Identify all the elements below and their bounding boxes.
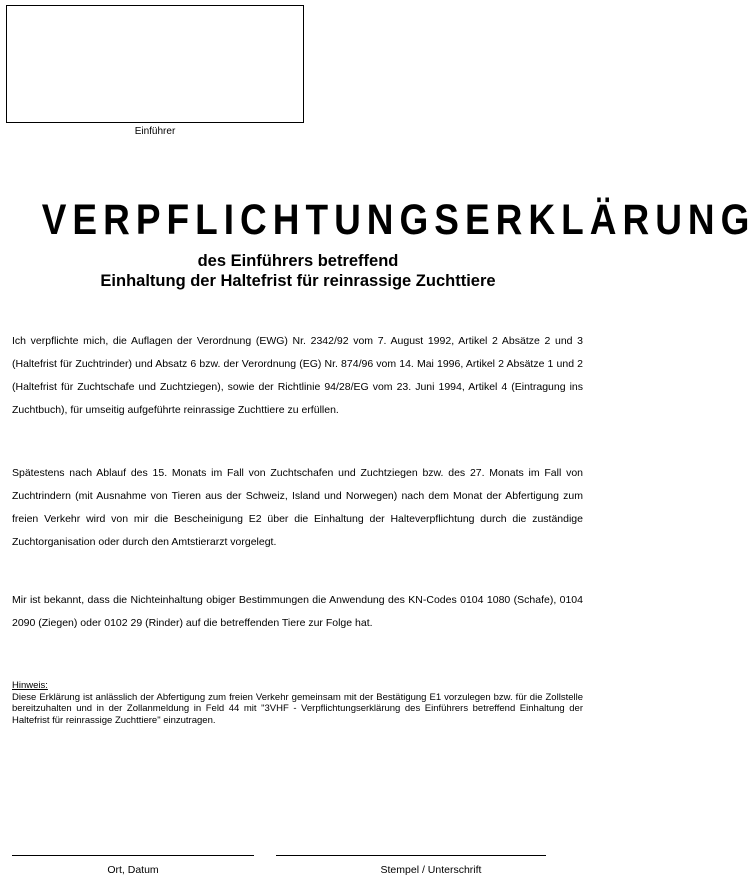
stamp-signature-line[interactable] [276, 855, 546, 856]
subtitle-line-2: Einhaltung der Haltefrist für reinrassige Zuchttiere [100, 272, 496, 290]
stamp-signature-label: Stempel / Unterschrift [380, 864, 482, 876]
paragraph-obligation: Ich verpflichte mich, die Auflagen der Verordnung (EWG) Nr. 2342/92 vom 7. August 1992, Artikel 2 Absätze 2 und 3 (Haltefrist für Zuchtrinder) und Absatz 6 bzw. der Verordnung (EG) Nr. 874/96 vom 14. Mai 1996, Artikel 2 Absätze 1 und 2 (Haltefrist für Zuchtschafe und Zuchtziegen), sowie der Richtlinie 94/28/EG vom 23. Juni 1994, Artikel 4 (Eintragung ins Zuchtbuch), für umseitig aufgeführte reinrassige Zuchttiere zu erfüllen. [12, 335, 583, 416]
subtitle-line-1: des Einführers betreffend [197, 252, 399, 270]
document-title: VERPFLICHTUNGSERKLÄRUNG [41, 196, 755, 244]
paragraph-deadline: Spätestens nach Ablauf des 15. Monats im Fall von Zuchtschafen und Zuchtziegen bzw. des 27. Monats im Fall von Zuchtrindern (mit Ausnahme von Tieren aus der Schweiz, Island und Norwegen) nach dem Monat der Abfertigung zum freien Verkehr wird von mir die Bescheinigung E2 über die Einhaltung der Halteverpflichtung durch die zuständige Zuchtorganisation oder durch den Amtstierarzt vorgelegt. [12, 467, 583, 548]
place-date-line[interactable] [12, 855, 254, 856]
hint-text: Diese Erklärung ist anlässlich der Abfertigung zum freien Verkehr gemeinsam mit der Bestätigung E1 vorzulegen bzw. für die Zollstelle bereitzuhalten und in der Zollanmeldung in Feld 44 mit "3VHF - Verpflichtungserklärung des Einführers betreffend Einhaltung der Haltefrist für reinrassige Zuchttiere" einzutragen. [12, 691, 583, 726]
place-date-label: Ort, Datum [107, 864, 159, 876]
paragraph-consequence: Mir ist bekannt, dass die Nichteinhaltung obiger Bestimmungen die Anwendung des KN-Codes 0104 1080 (Schafe), 0104 2090 (Ziegen) oder 0102 29 (Rinder) auf die betreffenden Tiere zur Folge hat. [12, 594, 583, 629]
hint-section [12, 680, 583, 726]
importer-field[interactable] [6, 5, 304, 123]
hint-title: Hinweis: [12, 680, 48, 691]
importer-label: Einführer [134, 126, 176, 137]
